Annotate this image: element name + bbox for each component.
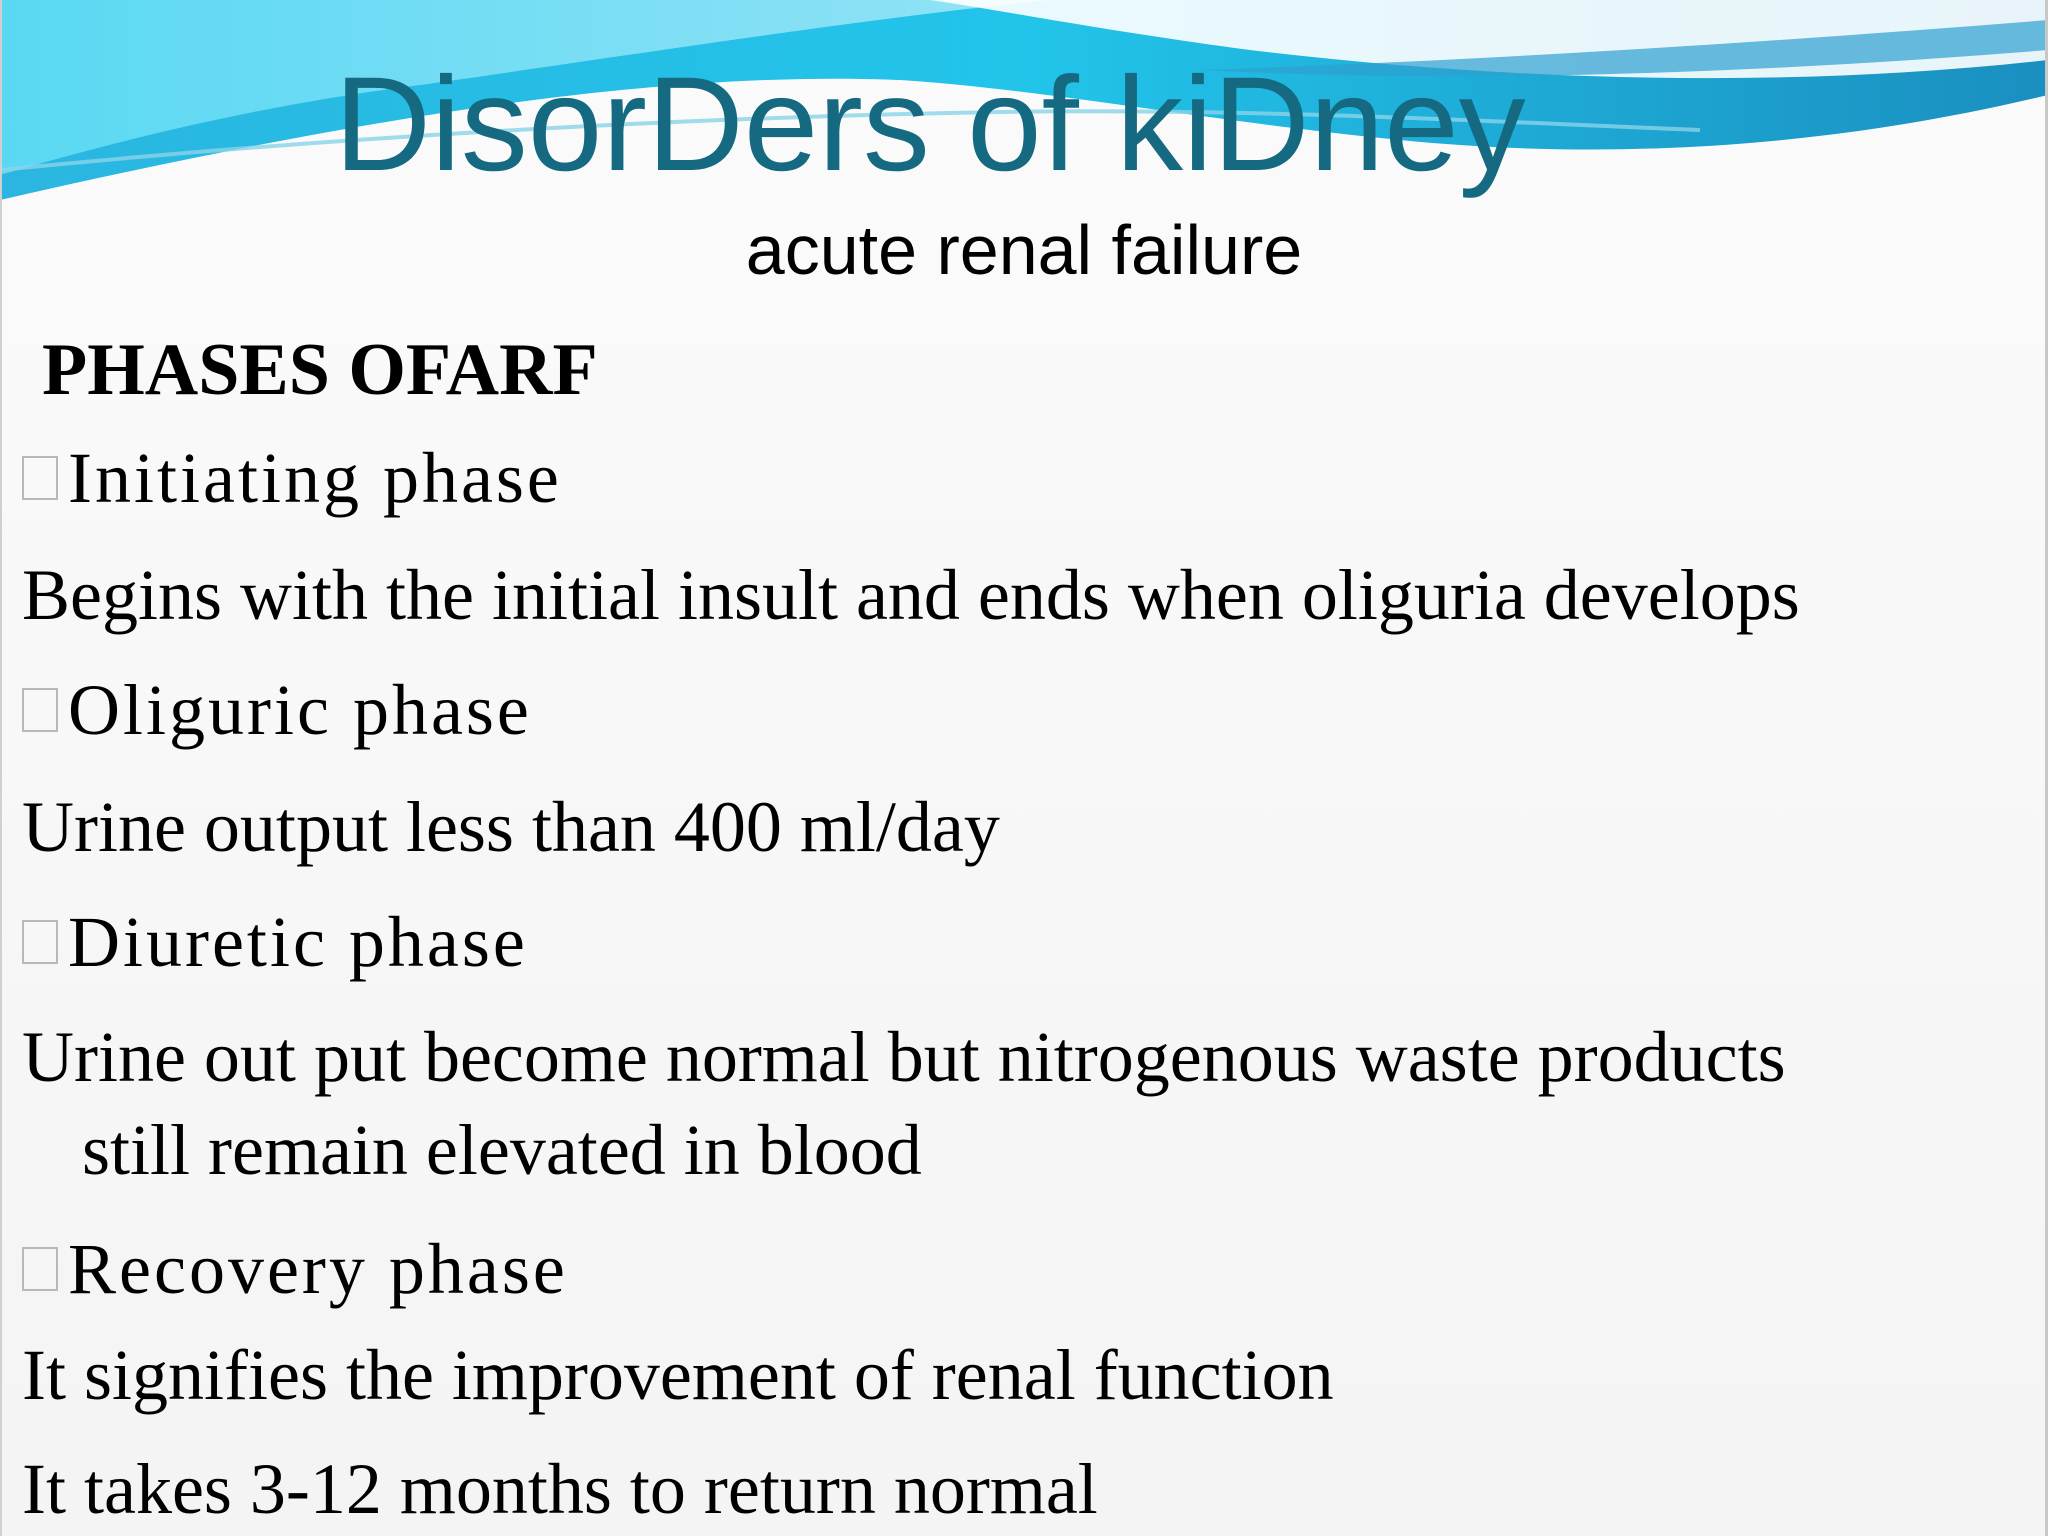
phase-label: Diuretic phase [68, 902, 528, 982]
square-bullet-icon [22, 1247, 58, 1291]
section-heading: PHASES OFARF [42, 329, 598, 411]
phase-item-oliguric [22, 665, 532, 755]
phase-item-recovery [22, 1224, 568, 1314]
phase-description: It signifies the improvement of renal function [22, 1335, 1334, 1415]
phase-item-diuretic [22, 897, 528, 987]
slide-title: DisorDers of kiDney [334, 50, 1526, 199]
square-bullet-icon [22, 688, 58, 732]
phase-label: Oliguric phase [68, 670, 532, 750]
phase-description: Urine out put become normal but nitrogenous waste products [22, 1017, 1786, 1097]
square-bullet-icon [22, 456, 58, 500]
phase-description: Urine output less than 400 ml/day [22, 787, 1000, 867]
phase-description: Begins with the initial insult and ends when oliguria develops [22, 555, 1800, 635]
square-bullet-icon [22, 920, 58, 964]
phase-description-continued: still remain elevated in blood [82, 1110, 922, 1190]
phase-label: Recovery phase [68, 1229, 568, 1309]
phase-label: Initiating phase [68, 438, 562, 518]
slide-subtitle: acute renal failure [745, 211, 1303, 289]
phase-item-initiating [22, 433, 562, 523]
phase-description: It takes 3-12 months to return normal [22, 1449, 1098, 1529]
